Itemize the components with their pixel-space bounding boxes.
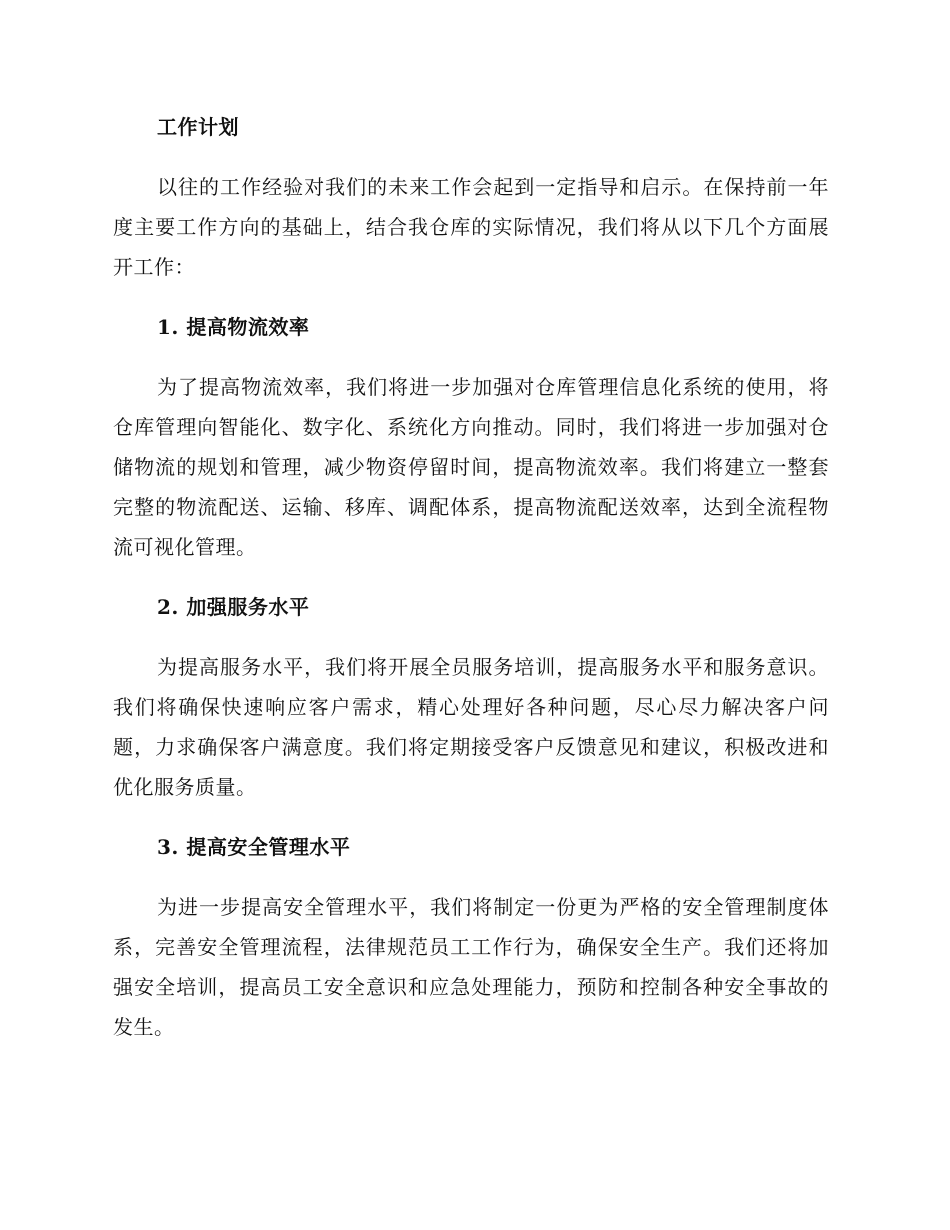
section-body: 为提高服务水平，我们将开展全员服务培训，提高服务水平和服务意识。我们将确保快速响应客户需求，精心处理好各种问题，尽心尽力解决客户问题，力求确保客户满意度。我们将定期接受客户反馈意见和建议，积极改进和优化服务质量。	[113, 655, 829, 799]
document-title: 工作计划	[157, 115, 239, 139]
section-heading: 2. 加强服务水平	[157, 595, 310, 619]
section-service-level	[113, 587, 829, 807]
section-heading: 3. 提高安全管理水平	[157, 835, 351, 859]
section-body: 为了提高物流效率，我们将进一步加强对仓库管理信息化系统的使用，将仓库管理向智能化、数字化、系统化方向推动。同时，我们将进一步加强对仓储物流的规划和管理，减少物资停留时间，提高物流效率。我们将建立一整套完整的物流配送、运输、移库、调配体系，提高物流配送效率，达到全流程物流可视化管理。	[113, 375, 829, 559]
section-body: 为进一步提高安全管理水平，我们将制定一份更为严格的安全管理制度体系，完善安全管理流程，法律规范员工工作行为，确保安全生产。我们还将加强安全培训，提高员工安全意识和应急处理能力，预防和控制各种安全事故的发生。	[113, 895, 829, 1039]
section-heading: 1. 提高物流效率	[157, 315, 310, 339]
intro-paragraph: 以往的工作经验对我们的未来工作会起到一定指导和启示。在保持前一年度主要工作方向的基础上，结合我仓库的实际情况，我们将从以下几个方面展开工作：	[113, 175, 829, 279]
section-logistics-efficiency	[113, 307, 829, 567]
section-safety-management	[113, 827, 829, 1047]
document-page	[113, 107, 829, 1067]
